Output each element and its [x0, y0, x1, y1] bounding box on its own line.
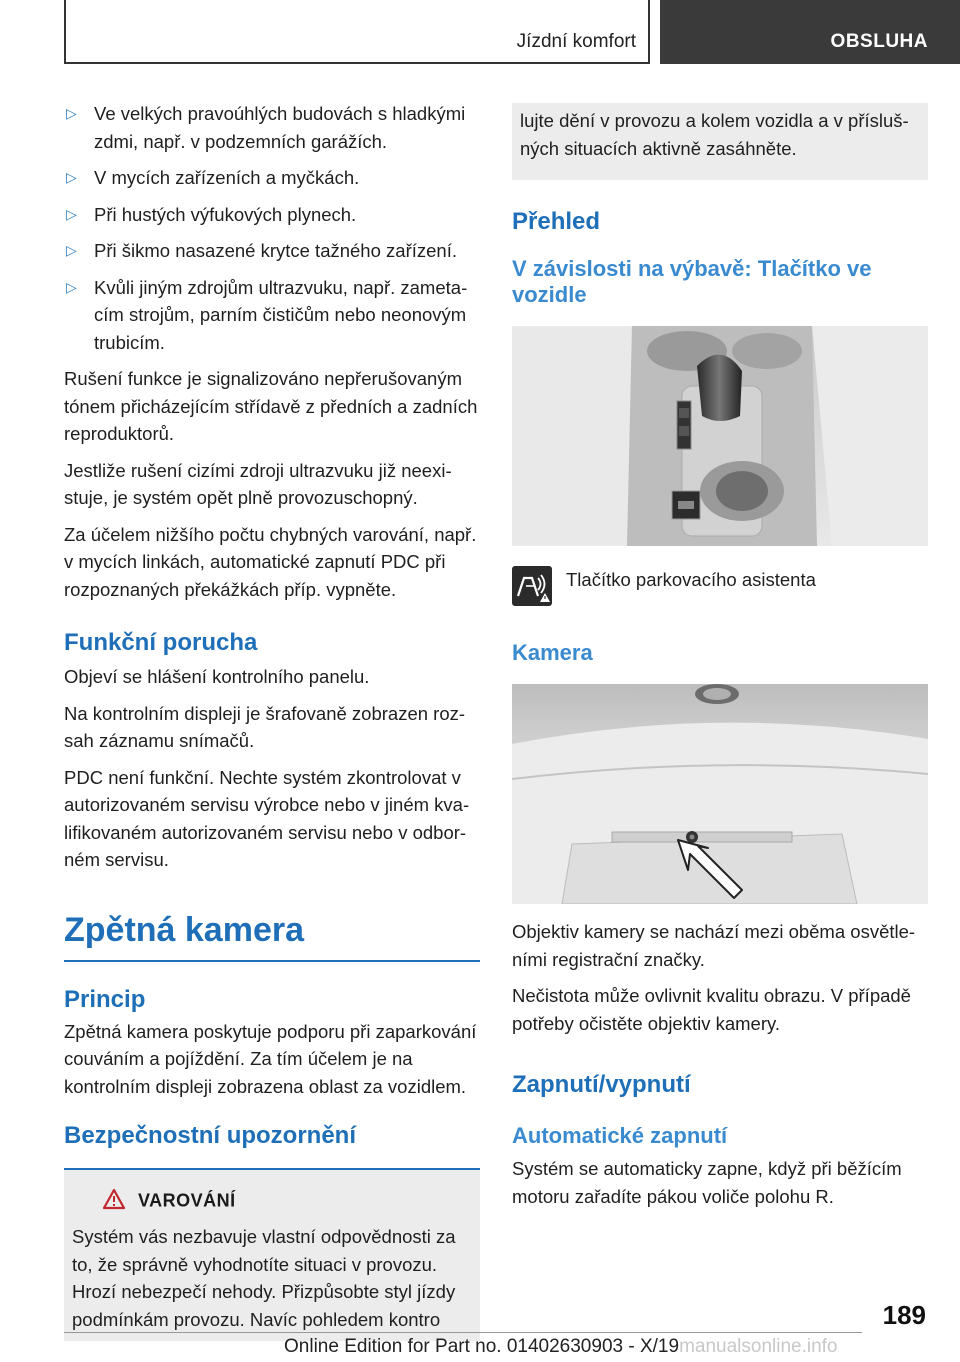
paragraph: Systém se automaticky zapne, když při běžícím motoru zařadíte pákou voliče polohu R. — [512, 1158, 902, 1207]
watermark: manualsonline.info — [679, 1336, 838, 1357]
section-title: Jízdní komfort — [516, 31, 636, 52]
triangle-bullet-icon: ▷ — [66, 205, 77, 222]
paragraph: Jestliže rušení cizími zdroji ultrazvuku již neexistuje, je systém opět plně provozuschopný. — [64, 459, 452, 508]
list-item: ▷ Kvůli jiným zdrojům ultrazvuku, např. zametacím strojům, parním čističům nebo neonovým trubicím. — [64, 274, 480, 357]
triangle-bullet-icon: ▷ — [66, 278, 77, 295]
warning-text: Systém vás nezbavuje vlastní odpovědnosti za to, že správně vyhodnotíte situaci v provozu. Hrozí nebezpečí nehody. Přizpůsobte styl jízdy podmínkám provozu. Navíc pohledem kontro — [72, 1226, 456, 1330]
photo-caption: Tlačítko parkovacího asistenta — [566, 569, 816, 590]
onoff-heading: Zapnutí/vypnutí — [512, 1071, 691, 1098]
left-column — [64, 100, 480, 1341]
paragraph: Zpětná kamera poskytuje podporu při zaparkování couváním a pojíždění. Za tím účelem je na kontrolním displeji zobrazena oblast za vozidlem. — [64, 1020, 477, 1097]
safety-heading: Bezpečnostní upozornění — [64, 1122, 357, 1149]
warning-text: lujte dění v provozu a kolem vozidla a v příslušných situacích aktivně zasáhněte. — [520, 110, 909, 159]
principle-heading: Princip — [64, 985, 146, 1013]
heading-rule — [64, 960, 480, 962]
paragraph: PDC není funkční. Nechte systém zkontrolovat v autorizovaném servisu výrobce nebo v jiném kvalifikovaném autorizovaném servisu nebo v odborném servisu. — [64, 766, 470, 870]
footer-edition: Online Edition for Part no. 01402630903 - X/19manualsonline.info — [284, 1336, 838, 1357]
center-console-photo — [512, 326, 928, 546]
fault-heading: Funkční porucha — [64, 629, 258, 656]
auto-heading: Automatické zapnutí — [512, 1123, 728, 1148]
triangle-bullet-icon: ▷ — [66, 105, 77, 121]
chapter-tab — [660, 0, 960, 64]
paragraph: Objeví se hlášení kontrolního panelu. — [64, 666, 370, 687]
paragraph: Objektiv kamery se nachází mezi oběma osvětleními registrační značky. — [512, 921, 916, 970]
list-item: ▷ Ve velkých pravoúhlých budovách s hladkými zdmi, např. v podzemních garážích. — [64, 100, 480, 155]
paragraph: Nečistota může ovlivnit kvalitu obrazu. V případě potřeby očistěte objektiv kamery. — [512, 985, 911, 1034]
overview-heading: Přehled — [512, 208, 601, 235]
caption-row — [512, 566, 928, 606]
chapter-label: OBSLUHA — [830, 31, 928, 52]
warning-title: VAROVÁNÍ — [102, 1188, 470, 1215]
triangle-bullet-icon: ▷ — [66, 169, 77, 185]
list-item: ▷ V mycích zařízeních a myčkách. — [64, 164, 480, 192]
paragraph: Na kontrolním displeji je šrafovaně zobrazen rozsah záznamu snímačů. — [64, 702, 466, 751]
page-number: 189 — [882, 1300, 926, 1330]
paragraph: Za účelem nižšího počtu chybných varování, např. v mycích linkách, automatické zapnutí PDC při rozpoznaných překážkách příp. vypněte. — [64, 523, 477, 600]
camera-subheading: Kamera — [512, 640, 593, 665]
list-item: ▷ Při šikmo nasazené krytce tažného zařízení. — [64, 237, 480, 265]
paragraph: Rušení funkce je signalizováno nepřerušovaným tónem přicházejícím střídavě z předních a zadních reproduktorů. — [64, 368, 478, 444]
right-column — [512, 103, 928, 1219]
parking-assistant-icon — [512, 566, 552, 606]
list-item: ▷ Při hustých výfukových plynech. — [64, 201, 480, 229]
warning-box — [64, 1170, 480, 1341]
warning-triangle-icon — [102, 1188, 126, 1215]
footer-rule — [64, 1332, 862, 1333]
rear-camera-photo — [512, 684, 928, 904]
warning-box-continued — [512, 103, 928, 180]
button-heading: V závislosti na výbavě: Tlačítko ve vozidle — [512, 256, 872, 307]
page-title: Zpětná kamera — [64, 910, 304, 949]
triangle-bullet-icon: ▷ — [66, 242, 77, 258]
